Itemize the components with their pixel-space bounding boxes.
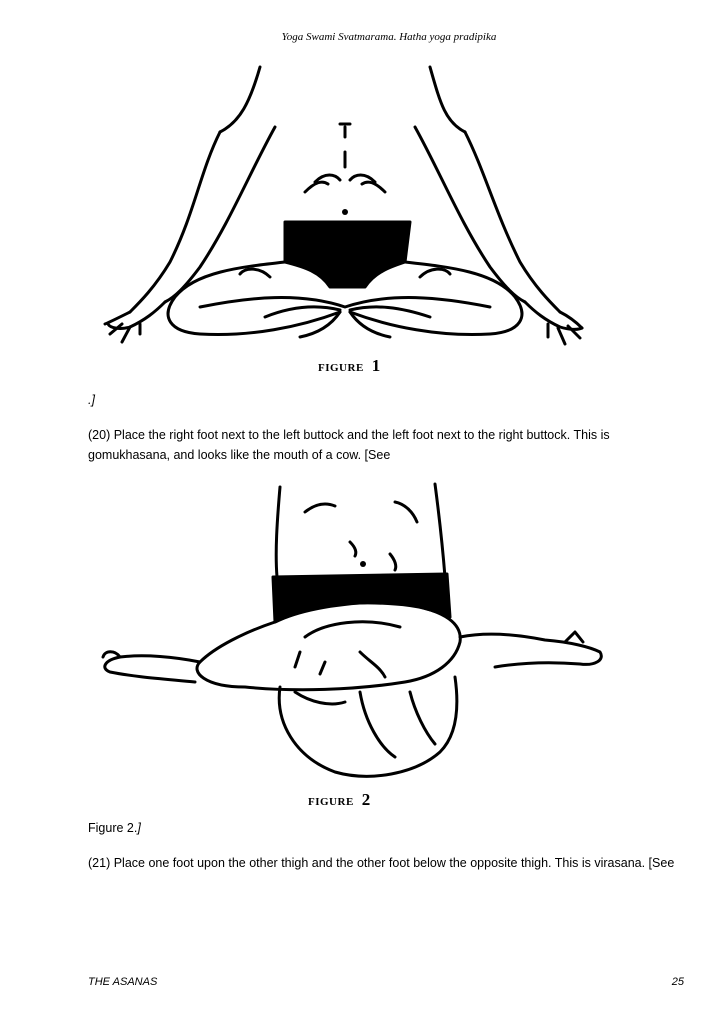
paragraph-figure-2-reference [88,818,693,838]
figure-1-caption-label: FIGURE [318,362,364,374]
figure-1-illustration [100,62,590,352]
figure-2-illustration [95,482,610,784]
figure-2-reference-text: Figure 2. [88,821,138,835]
running-header: Yoga Swami Svatmarama. Hatha yoga pradipika [281,31,497,43]
figure-2-caption-number: 2 [361,790,371,809]
footer-page-number: 25 [671,976,684,988]
figure-1-caption [318,356,381,376]
figure-2-reference-bracket: ] [137,821,141,835]
paragraph-gomukhasana: (20) Place the right foot next to the left buttock and the left foot next to the right buttock. This is gomukhasana, and looks like the mouth of a cow. [See [88,428,610,462]
paragraph-closing-bracket-1: .] [88,393,95,407]
figure-1-caption-number: 1 [371,356,381,375]
figure-2-caption [308,790,371,810]
paragraph-virasana: (21) Place one foot upon the other thigh and the other foot below the opposite thigh. This is virasana. [See [88,856,675,870]
footer-section-title: THE ASANAS [88,976,158,988]
figure-2-caption-label: FIGURE [308,796,354,808]
